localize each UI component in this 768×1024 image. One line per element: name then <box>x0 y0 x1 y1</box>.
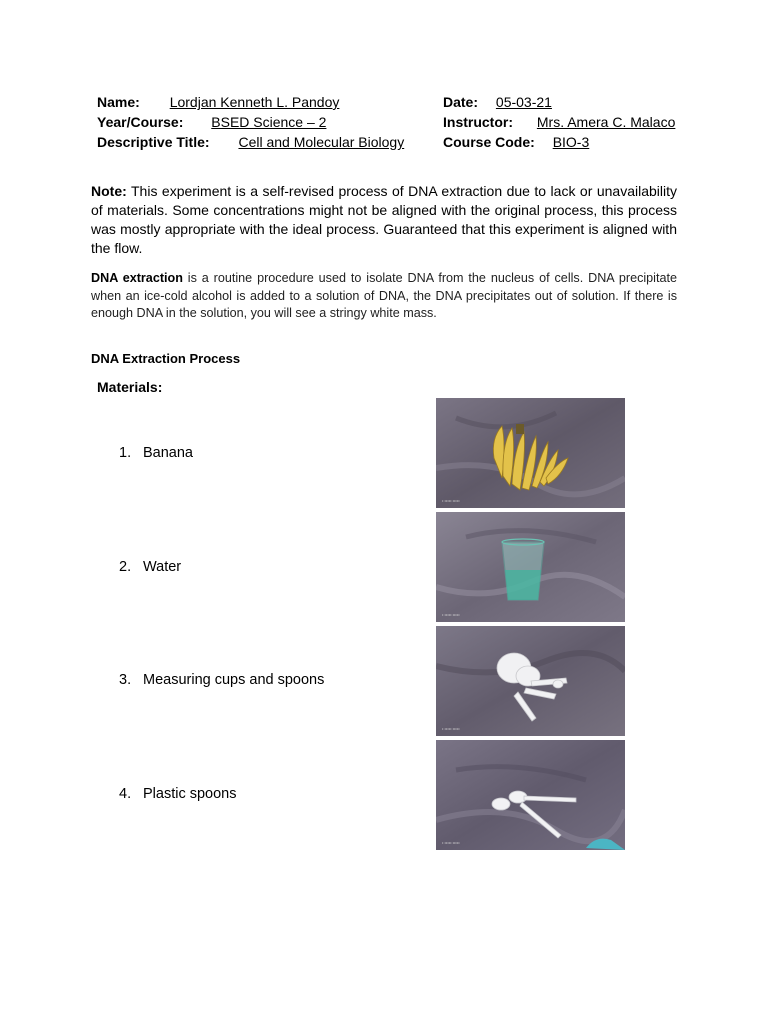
svg-text:• ••••• •••••: • ••••• ••••• <box>442 726 460 731</box>
materials-heading: Materials: <box>97 379 163 395</box>
instructor-value: Mrs. Amera C. Malaco <box>536 114 676 130</box>
water-glass-photo <box>436 512 625 622</box>
year-value: BSED Science – 2 <box>211 114 327 130</box>
list-item <box>119 559 181 575</box>
list-item-number: 3. <box>119 672 132 688</box>
note-text: This experiment is a self-revised process of DNA extraction due to lack or unavailability of materials. Some concentrations might not be aligned with the original process, this process was mostly appropriate with the ideal process. Guaranteed that this experiment is aligned with the flow. <box>91 183 677 256</box>
name-value: Lordjan Kenneth L. Pandoy <box>169 94 340 110</box>
svg-text:• ••••• •••••: • ••••• ••••• <box>442 498 460 503</box>
instructor-row <box>443 114 675 130</box>
measuring-cups-photo <box>436 626 625 736</box>
date-label: Date: <box>443 94 479 110</box>
note-label: Note: <box>91 183 127 199</box>
list-item <box>119 672 324 688</box>
list-item <box>119 445 193 461</box>
name-row <box>97 94 339 110</box>
list-item-number: 1. <box>119 445 132 461</box>
date-row <box>443 94 552 110</box>
section-title: DNA Extraction Process <box>91 351 241 366</box>
list-item <box>119 786 237 802</box>
list-item-number: 2. <box>119 559 132 575</box>
list-item-label: Measuring cups and spoons <box>143 672 325 688</box>
title-label: Descriptive Title: <box>97 134 210 150</box>
list-item-label: Plastic spoons <box>143 786 237 802</box>
course-code-label: Course Code: <box>443 134 535 150</box>
instructor-label: Instructor: <box>443 114 513 130</box>
dna-extraction-term: DNA extraction <box>91 271 183 285</box>
name-label: Name: <box>97 94 140 110</box>
note-paragraph <box>91 182 677 258</box>
svg-text:• ••••• •••••: • ••••• ••••• <box>442 612 460 617</box>
dna-extraction-paragraph <box>91 270 677 323</box>
title-value: Cell and Molecular Biology <box>238 134 405 150</box>
date-value: 05-03-21 <box>495 94 552 110</box>
plastic-spoons-photo <box>436 740 625 850</box>
banana-photo <box>436 398 625 508</box>
title-row <box>97 134 404 150</box>
year-label: Year/Course: <box>97 114 184 130</box>
svg-text:• ••••• •••••: • ••••• ••••• <box>442 840 460 845</box>
dna-extraction-text: is a routine procedure used to isolate DNA from the nucleus of cells. DNA precipitate when an ice-cold alcohol is added to a solution of DNA, the DNA precipitates out of solution. If there is enough DNA in the solution, you will see a stringy white mass. <box>91 271 677 320</box>
list-item-label: Banana <box>143 445 193 461</box>
list-item-number: 4. <box>119 786 132 802</box>
list-item-label: Water <box>143 559 182 575</box>
course-code-row <box>443 134 589 150</box>
course-code-value: BIO-3 <box>552 134 590 150</box>
year-row <box>97 114 326 130</box>
